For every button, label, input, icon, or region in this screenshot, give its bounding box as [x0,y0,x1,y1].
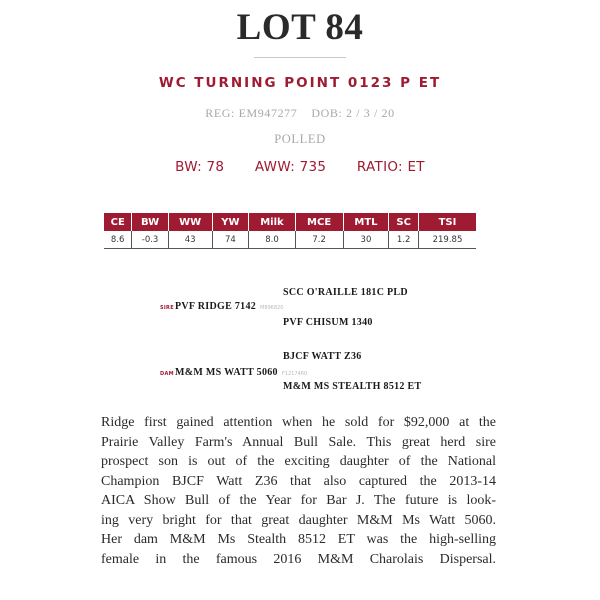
epd-value-bw: -0.3 [132,231,168,249]
epd-header-row [104,213,476,231]
description-line: Champion BJCF Watt Z36 that also captured the 2013-14 [101,473,496,489]
date-of-birth: DOB: 2 / 3 / 20 [311,106,395,120]
epd-header-bw: BW [132,213,168,231]
sire-registration: M896820 [260,305,284,311]
dam-name: M&M MS WATT 5060 [175,367,278,378]
epd-header-ww: WW [168,213,212,231]
registration-line [0,106,600,121]
epd-value-tsi: 219.85 [418,231,476,249]
epd-value-ww: 43 [168,231,212,249]
sire-label: SIRE [160,305,174,311]
birth-weight: BW: 78 [175,159,225,175]
epd-value-mce: 7.2 [295,231,343,249]
epd-value-ce: 8.6 [104,231,132,249]
dam-label: DAM [160,371,174,377]
description-line: Prairie Valley Farm's Annual Bull Sale. This great herd sire [101,434,496,450]
dam-sire: BJCF WATT Z36 [283,351,362,362]
stats-line [0,159,600,175]
epd-table [104,213,476,249]
epd-header-ce: CE [104,213,132,231]
dam-dam: M&M MS STEALTH 8512 ET [283,381,422,392]
epd-header-yw: YW [212,213,249,231]
title-divider [254,57,346,58]
epd-value-yw: 74 [212,231,249,249]
polled-status: POLLED [274,132,326,146]
epd-value-mtl: 30 [343,231,389,249]
epd-header-mce: MCE [295,213,343,231]
ratio: RATIO: ET [356,159,425,175]
epd-header-mtl: MTL [343,213,389,231]
registration-number: REG: EM947277 [205,106,298,120]
epd-header-tsi: TSI [418,213,476,231]
description [101,413,496,569]
animal-name: WC TURNING POINT 0123 P ET [158,75,442,91]
epd-value-sc: 1.2 [389,231,419,249]
sire-name: PVF RIDGE 7142 [175,301,257,312]
description-line: Ridge first gained attention when he sold for $92,000 at the [101,415,496,430]
adjusted-weaning-weight: AWW: 735 [254,159,327,175]
sire-dam: PVF CHISUM 1340 [283,317,373,328]
epd-value-milk: 8.0 [249,231,296,249]
epd-header-milk: Milk [249,213,296,231]
dam-registration: F1217460 [282,371,308,377]
epd-value-row [104,231,476,249]
epd-header-sc: SC [389,213,419,231]
description-line: ing very bright for that great daughter M&M Ms Watt 5060. [101,512,496,528]
description-line: female in the famous 2016 M&M Charolais Dispersal. [101,551,496,567]
description-line: prospect son is out of the exciting daughter of the National [101,454,496,469]
description-line: AICA Show Bull of the Year for Bar J. The future is look- [101,493,496,508]
description-line: Her dam M&M Ms Stealth 8512 ET was the high-selling [101,532,496,547]
sire-sire: SCC O'RAILLE 181C PLD [283,287,408,298]
lot-title: LOT 84 [236,7,364,48]
